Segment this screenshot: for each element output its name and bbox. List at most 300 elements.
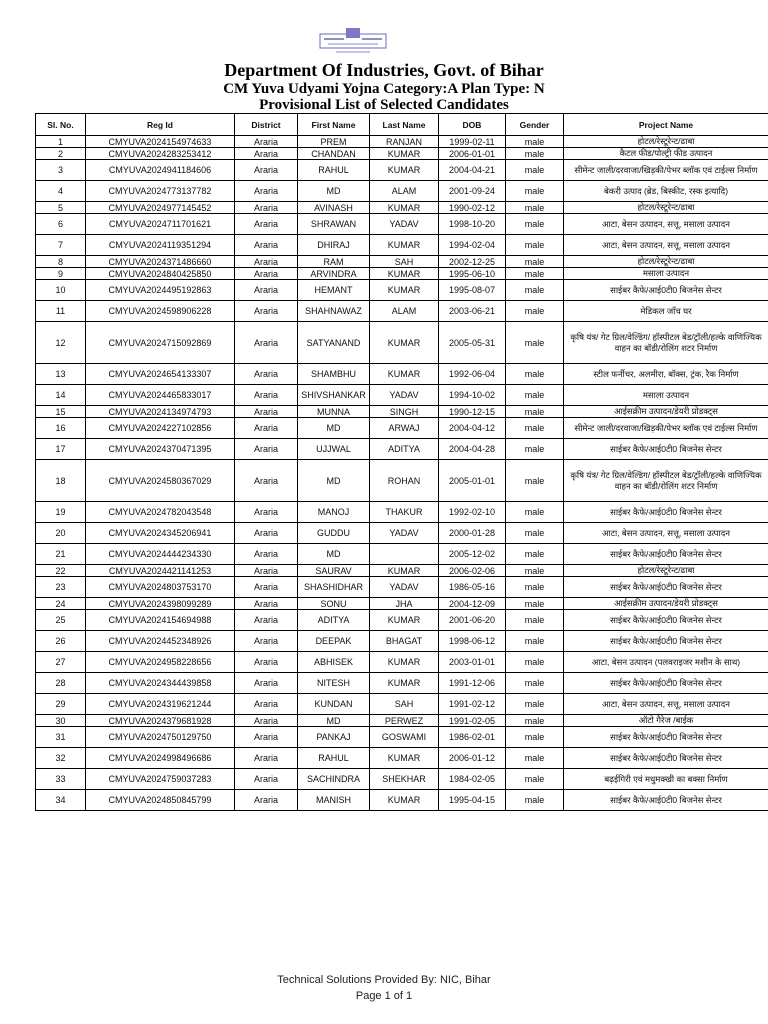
reg-id-cell: CMYUVA2024840425850 (86, 268, 235, 280)
last-name-cell: YADAV (370, 385, 439, 406)
sl-no-cell: 11 (36, 301, 86, 322)
footer-credit: Technical Solutions Provided By: NIC, Bihar (277, 974, 491, 986)
sl-no-cell: 5 (36, 202, 86, 214)
project-name-cell: कैटल फीड/पोल्ट्री फीड उत्पादन (564, 148, 768, 160)
project-name-cell: साईबर कैफे/आई0टी0 बिजनेस सेन्टर (564, 610, 768, 631)
reg-id-cell: CMYUVA2024958228656 (86, 652, 235, 673)
gender-cell: male (506, 148, 564, 160)
project-name-cell: बेकरी उत्पाद (ब्रेड, बिस्कीट, रस्क इत्यादि) (564, 181, 768, 202)
gender-cell: male (506, 502, 564, 523)
district-cell: Araria (235, 406, 298, 418)
project-name-cell: होटल/रेस्टूरेन्ट/ढाबा (564, 565, 768, 577)
table-row (36, 502, 768, 523)
project-name-cell: कृषि यंत्र/ गेट ग्रिल/वेल्डिंग/ हॉस्पीटल बेड/ट्रॉली/हल्के वाणिज्यिक वाहन का बॉडी/रोलिंग शटर निर्माण (564, 322, 768, 364)
last-name-cell: KUMAR (370, 565, 439, 577)
last-name-cell: ADITYA (370, 439, 439, 460)
project-name-cell: साईबर कैफे/आई0टी0 बिजनेस सेन्टर (564, 502, 768, 523)
table-row (36, 727, 768, 748)
gender-cell: male (506, 235, 564, 256)
first-name-cell: PANKAJ (298, 727, 370, 748)
dob-cell: 1991-02-12 (439, 694, 506, 715)
reg-id-cell: CMYUVA2024227102856 (86, 418, 235, 439)
gender-cell: male (506, 280, 564, 301)
table-row (36, 715, 768, 727)
first-name-cell: ABHISEK (298, 652, 370, 673)
gender-cell: male (506, 715, 564, 727)
sl-no-cell: 14 (36, 385, 86, 406)
district-cell: Araria (235, 160, 298, 181)
project-name-cell: कृषि यंत्र/ गेट ग्रिल/वेल्डिंग/ हॉस्पीटल बेड/ट्रॉली/हल्के वाणिज्यिक वाहन का बॉडी/रोलिंग शटर निर्माण (564, 460, 768, 502)
sl-no-cell: 30 (36, 715, 86, 727)
dob-cell: 2005-12-02 (439, 544, 506, 565)
reg-id-cell: CMYUVA2024398099289 (86, 598, 235, 610)
sl-no-cell: 33 (36, 769, 86, 790)
department-logo (318, 26, 388, 56)
dob-cell: 2005-05-31 (439, 322, 506, 364)
first-name-cell: NITESH (298, 673, 370, 694)
gender-cell: male (506, 727, 564, 748)
table-row (36, 160, 768, 181)
gender-cell: male (506, 769, 564, 790)
last-name-cell: ARWAJ (370, 418, 439, 439)
last-name-cell: YADAV (370, 214, 439, 235)
last-name-cell: KUMAR (370, 790, 439, 811)
gender-cell: male (506, 790, 564, 811)
reg-id-cell: CMYUVA2024850845799 (86, 790, 235, 811)
last-name-cell: SHEKHAR (370, 769, 439, 790)
first-name-cell: SHAHNAWAZ (298, 301, 370, 322)
first-name-cell: SAURAV (298, 565, 370, 577)
reg-id-cell: CMYUVA2024283253412 (86, 148, 235, 160)
gender-cell: male (506, 523, 564, 544)
table-row (36, 136, 768, 148)
project-name-cell: साईबर कैफे/आई0टी0 बिजनेस सेन्टर (564, 280, 768, 301)
dob-cell: 1990-12-15 (439, 406, 506, 418)
project-name-cell: साईबर कैफे/आई0टी0 बिजनेस सेन्टर (564, 544, 768, 565)
gender-cell: male (506, 694, 564, 715)
last-name-cell: BHAGAT (370, 631, 439, 652)
first-name-cell: MD (298, 715, 370, 727)
col-dob-header: DOB (439, 114, 506, 136)
district-cell: Araria (235, 577, 298, 598)
project-name-cell: आटा, बेसन उत्पादन, सत्तू, मसाला उत्पादन (564, 235, 768, 256)
sl-no-cell: 21 (36, 544, 86, 565)
table-row (36, 418, 768, 439)
dob-cell: 1990-02-12 (439, 202, 506, 214)
first-name-cell: SHRAWAN (298, 214, 370, 235)
sl-no-cell: 18 (36, 460, 86, 502)
table-row (36, 631, 768, 652)
last-name-cell: YADAV (370, 577, 439, 598)
district-cell: Araria (235, 364, 298, 385)
district-cell: Araria (235, 610, 298, 631)
sl-no-cell: 13 (36, 364, 86, 385)
reg-id-cell: CMYUVA2024773137782 (86, 181, 235, 202)
last-name-cell: SAH (370, 694, 439, 715)
first-name-cell: PREM (298, 136, 370, 148)
project-name-cell: मसाला उत्पादन (564, 268, 768, 280)
district-cell: Araria (235, 727, 298, 748)
district-cell: Araria (235, 790, 298, 811)
sl-no-cell: 10 (36, 280, 86, 301)
first-name-cell: HEMANT (298, 280, 370, 301)
sl-no-cell: 12 (36, 322, 86, 364)
sl-no-cell: 7 (36, 235, 86, 256)
sl-no-cell: 6 (36, 214, 86, 235)
table-row (36, 577, 768, 598)
gender-cell: male (506, 202, 564, 214)
last-name-cell: KUMAR (370, 235, 439, 256)
gender-cell: male (506, 652, 564, 673)
col-reg-id-header: Reg Id (86, 114, 235, 136)
first-name-cell: MANOJ (298, 502, 370, 523)
project-name-cell: साईबर कैफे/आई0टी0 बिजनेस सेन्टर (564, 631, 768, 652)
dob-cell: 1991-12-06 (439, 673, 506, 694)
sl-no-cell: 23 (36, 577, 86, 598)
first-name-cell: SHAMBHU (298, 364, 370, 385)
reg-id-cell: CMYUVA2024580367029 (86, 460, 235, 502)
project-name-cell: आटा, बेसन उत्पादन, सत्तू, मसाला उत्पादन (564, 214, 768, 235)
project-name-cell: सीमेन्ट जाली/दरवाजा/खिड़की/पेभर ब्लॉक एवं टाईल्स निर्माण (564, 418, 768, 439)
reg-id-cell: CMYUVA2024495192863 (86, 280, 235, 301)
project-name-cell: होटल/रेस्टूरेन्ट/ढाबा (564, 136, 768, 148)
district-cell: Araria (235, 418, 298, 439)
sl-no-cell: 32 (36, 748, 86, 769)
district-cell: Araria (235, 652, 298, 673)
district-cell: Araria (235, 181, 298, 202)
table-row (36, 322, 768, 364)
district-cell: Araria (235, 268, 298, 280)
dob-cell: 1994-10-02 (439, 385, 506, 406)
sl-no-cell: 17 (36, 439, 86, 460)
district-cell: Araria (235, 148, 298, 160)
project-name-cell: साईबर कैफे/आई0टी0 बिजनेस सेन्टर (564, 673, 768, 694)
last-name-cell: ROHAN (370, 460, 439, 502)
last-name-cell: THAKUR (370, 502, 439, 523)
project-name-cell: आटा, बेसन उत्पादन (पलवराइजर मशीन के साथ) (564, 652, 768, 673)
gender-cell: male (506, 673, 564, 694)
first-name-cell: ARVINDRA (298, 268, 370, 280)
reg-id-cell: CMYUVA2024154974633 (86, 136, 235, 148)
reg-id-cell: CMYUVA2024715092869 (86, 322, 235, 364)
table-body (36, 136, 768, 811)
reg-id-cell: CMYUVA2024345206941 (86, 523, 235, 544)
district-cell: Araria (235, 631, 298, 652)
dob-cell: 2006-01-01 (439, 148, 506, 160)
page-number: Page 1 of 1 (355, 990, 413, 1002)
last-name-cell: KUMAR (370, 322, 439, 364)
dob-cell: 2003-01-01 (439, 652, 506, 673)
first-name-cell: MD (298, 460, 370, 502)
last-name-cell: JHA (370, 598, 439, 610)
project-name-cell: आटा, बेसन उत्पादन, सत्तू, मसाला उत्पादन (564, 523, 768, 544)
sl-no-cell: 31 (36, 727, 86, 748)
first-name-cell: SHASHIDHAR (298, 577, 370, 598)
first-name-cell: DHIRAJ (298, 235, 370, 256)
gender-cell: male (506, 610, 564, 631)
gender-cell: male (506, 385, 564, 406)
dob-cell: 2003-06-21 (439, 301, 506, 322)
gender-cell: male (506, 439, 564, 460)
dob-cell: 1984-02-05 (439, 769, 506, 790)
dob-cell: 2005-01-01 (439, 460, 506, 502)
reg-id-cell: CMYUVA2024344439858 (86, 673, 235, 694)
reg-id-cell: CMYUVA2024379681928 (86, 715, 235, 727)
project-name-cell: बढ़ईगिरी एवं मधुमक्खी का बक्सा निर्माण (564, 769, 768, 790)
district-cell: Araria (235, 280, 298, 301)
gender-cell: male (506, 136, 564, 148)
last-name-cell: KUMAR (370, 610, 439, 631)
table-row (36, 256, 768, 268)
table-row (36, 790, 768, 811)
district-cell: Araria (235, 439, 298, 460)
first-name-cell: UJJWAL (298, 439, 370, 460)
first-name-cell: MD (298, 544, 370, 565)
project-name-cell: मेडिकल जाँच घर (564, 301, 768, 322)
reg-id-cell: CMYUVA2024119351294 (86, 235, 235, 256)
district-cell: Araria (235, 385, 298, 406)
gender-cell: male (506, 301, 564, 322)
reg-id-cell: CMYUVA2024370471395 (86, 439, 235, 460)
list-title: Provisional List of Selected Candidates (259, 97, 509, 113)
reg-id-cell: CMYUVA2024803753170 (86, 577, 235, 598)
project-name-cell: आईसक्रीम उत्पादन/डेयरी प्रोडक्ट्स (564, 406, 768, 418)
sl-no-cell: 24 (36, 598, 86, 610)
dob-cell: 1992-02-10 (439, 502, 506, 523)
dob-cell: 1991-02-05 (439, 715, 506, 727)
table-row (36, 523, 768, 544)
department-title: Department Of Industries, Govt. of Bihar (224, 60, 544, 80)
table-row (36, 694, 768, 715)
district-cell: Araria (235, 202, 298, 214)
col-first-name-header: First Name (298, 114, 370, 136)
dob-cell: 2006-02-06 (439, 565, 506, 577)
col-district-header: District (235, 114, 298, 136)
last-name-cell: SAH (370, 256, 439, 268)
dob-cell: 1992-06-04 (439, 364, 506, 385)
last-name-cell: KUMAR (370, 148, 439, 160)
dob-cell: 1998-06-12 (439, 631, 506, 652)
sl-no-cell: 27 (36, 652, 86, 673)
district-cell: Araria (235, 322, 298, 364)
dob-cell: 1999-02-11 (439, 136, 506, 148)
last-name-cell: PERWEZ (370, 715, 439, 727)
dob-cell: 1995-04-15 (439, 790, 506, 811)
project-name-cell: साईबर कैफे/आई0टी0 बिजनेस सेन्टर (564, 748, 768, 769)
district-cell: Araria (235, 598, 298, 610)
project-name-cell: स्टील फर्नीचर, अलमीरा, बॉक्स, ट्रंक, रैक निर्माण (564, 364, 768, 385)
dob-cell: 2000-01-28 (439, 523, 506, 544)
reg-id-cell: CMYUVA2024444234330 (86, 544, 235, 565)
table-header-row (36, 114, 768, 136)
gender-cell: male (506, 406, 564, 418)
sl-no-cell: 16 (36, 418, 86, 439)
last-name-cell: KUMAR (370, 364, 439, 385)
last-name-cell (370, 544, 439, 565)
district-cell: Araria (235, 460, 298, 502)
reg-id-cell: CMYUVA2024654133307 (86, 364, 235, 385)
reg-id-cell: CMYUVA2024319621244 (86, 694, 235, 715)
first-name-cell: MANISH (298, 790, 370, 811)
last-name-cell: ALAM (370, 301, 439, 322)
sl-no-cell: 20 (36, 523, 86, 544)
gender-cell: male (506, 748, 564, 769)
table-row (36, 544, 768, 565)
gender-cell: male (506, 418, 564, 439)
first-name-cell: KUNDAN (298, 694, 370, 715)
district-cell: Araria (235, 214, 298, 235)
last-name-cell: KUMAR (370, 202, 439, 214)
district-cell: Araria (235, 715, 298, 727)
district-cell: Araria (235, 748, 298, 769)
dob-cell: 2002-12-25 (439, 256, 506, 268)
district-cell: Araria (235, 523, 298, 544)
last-name-cell: KUMAR (370, 268, 439, 280)
table-row (36, 769, 768, 790)
gender-cell: male (506, 577, 564, 598)
col-project-name-header: Project Name (564, 114, 768, 136)
first-name-cell: RAHUL (298, 160, 370, 181)
sl-no-cell: 26 (36, 631, 86, 652)
project-name-cell: साईबर कैफे/आई0टी0 बिजनेस सेन्टर (564, 790, 768, 811)
first-name-cell: AVINASH (298, 202, 370, 214)
last-name-cell: GOSWAMI (370, 727, 439, 748)
district-cell: Araria (235, 565, 298, 577)
district-cell: Araria (235, 769, 298, 790)
col-sl-no-header: Sl. No. (36, 114, 86, 136)
table-row (36, 565, 768, 577)
reg-id-cell: CMYUVA2024941184606 (86, 160, 235, 181)
gender-cell: male (506, 214, 564, 235)
table-row (36, 748, 768, 769)
last-name-cell: YADAV (370, 523, 439, 544)
dob-cell: 2001-06-20 (439, 610, 506, 631)
project-name-cell: साईबर कैफे/आई0टी0 बिजनेस सेन्टर (564, 577, 768, 598)
dob-cell: 2001-09-24 (439, 181, 506, 202)
reg-id-cell: CMYUVA2024782043548 (86, 502, 235, 523)
first-name-cell: MUNNA (298, 406, 370, 418)
scheme-subtitle: CM Yuva Udyami Yojna Category:A Plan Type: N (223, 81, 545, 97)
table-row (36, 214, 768, 235)
last-name-cell: KUMAR (370, 673, 439, 694)
table-row (36, 202, 768, 214)
reg-id-cell: CMYUVA2024134974793 (86, 406, 235, 418)
dob-cell: 1998-10-20 (439, 214, 506, 235)
gender-cell: male (506, 268, 564, 280)
sl-no-cell: 34 (36, 790, 86, 811)
first-name-cell: MD (298, 181, 370, 202)
last-name-cell: ALAM (370, 181, 439, 202)
first-name-cell: CHANDAN (298, 148, 370, 160)
reg-id-cell: CMYUVA2024371486660 (86, 256, 235, 268)
gender-cell: male (506, 364, 564, 385)
dob-cell: 2006-01-12 (439, 748, 506, 769)
table-row (36, 385, 768, 406)
district-cell: Araria (235, 301, 298, 322)
table-row (36, 268, 768, 280)
first-name-cell: GUDDU (298, 523, 370, 544)
first-name-cell: RAHUL (298, 748, 370, 769)
project-name-cell: सीमेन्ट जाली/दरवाजा/खिड़की/पेभर ब्लॉक एवं टाईल्स निर्माण (564, 160, 768, 181)
last-name-cell: SINGH (370, 406, 439, 418)
project-name-cell: साईबर कैफे/आई0टी0 बिजनेस सेन्टर (564, 439, 768, 460)
reg-id-cell: CMYUVA2024154694988 (86, 610, 235, 631)
dob-cell: 1995-08-07 (439, 280, 506, 301)
dob-cell: 1995-06-10 (439, 268, 506, 280)
project-name-cell: होटल/रेस्टूरेन्ट/ढाबा (564, 256, 768, 268)
table-row (36, 235, 768, 256)
dob-cell: 1986-05-16 (439, 577, 506, 598)
sl-no-cell: 19 (36, 502, 86, 523)
gender-cell: male (506, 460, 564, 502)
gender-cell: male (506, 631, 564, 652)
last-name-cell: KUMAR (370, 280, 439, 301)
project-name-cell: ऑटो गैरेज /बाईक (564, 715, 768, 727)
first-name-cell: DEEPAK (298, 631, 370, 652)
sl-no-cell: 3 (36, 160, 86, 181)
project-name-cell: होटल/रेस्टूरेन्ट/ढाबा (564, 202, 768, 214)
dob-cell: 2004-04-12 (439, 418, 506, 439)
district-cell: Araria (235, 544, 298, 565)
reg-id-cell: CMYUVA2024711701621 (86, 214, 235, 235)
reg-id-cell: CMYUVA2024750129750 (86, 727, 235, 748)
table-row (36, 301, 768, 322)
dob-cell: 1994-02-04 (439, 235, 506, 256)
last-name-cell: RANJAN (370, 136, 439, 148)
sl-no-cell: 25 (36, 610, 86, 631)
table-row (36, 364, 768, 385)
first-name-cell: SONU (298, 598, 370, 610)
reg-id-cell: CMYUVA2024998496686 (86, 748, 235, 769)
sl-no-cell: 4 (36, 181, 86, 202)
gender-cell: male (506, 322, 564, 364)
sl-no-cell: 22 (36, 565, 86, 577)
gender-cell: male (506, 160, 564, 181)
col-gender-header: Gender (506, 114, 564, 136)
project-name-cell: मसाला उत्पादन (564, 385, 768, 406)
district-cell: Araria (235, 256, 298, 268)
first-name-cell: MD (298, 418, 370, 439)
sl-no-cell: 9 (36, 268, 86, 280)
first-name-cell: RAM (298, 256, 370, 268)
last-name-cell: KUMAR (370, 652, 439, 673)
table-row (36, 280, 768, 301)
dob-cell: 2004-12-09 (439, 598, 506, 610)
dob-cell: 2004-04-28 (439, 439, 506, 460)
sl-no-cell: 8 (36, 256, 86, 268)
table-row (36, 439, 768, 460)
gender-cell: male (506, 181, 564, 202)
col-last-name-header: Last Name (370, 114, 439, 136)
sl-no-cell: 2 (36, 148, 86, 160)
last-name-cell: KUMAR (370, 748, 439, 769)
dob-cell: 2004-04-21 (439, 160, 506, 181)
sl-no-cell: 1 (36, 136, 86, 148)
district-cell: Araria (235, 235, 298, 256)
table-row (36, 148, 768, 160)
gender-cell: male (506, 598, 564, 610)
table-row (36, 610, 768, 631)
project-name-cell: आईसक्रीम उत्पादन/डेयरी प्रोडक्ट्स (564, 598, 768, 610)
project-name-cell: साईबर कैफे/आई0टी0 बिजनेस सेन्टर (564, 727, 768, 748)
district-cell: Araria (235, 694, 298, 715)
first-name-cell: SATYANAND (298, 322, 370, 364)
table-row (36, 598, 768, 610)
first-name-cell: ADITYA (298, 610, 370, 631)
gender-cell: male (506, 544, 564, 565)
project-name-cell: आटा, बेसन उत्पादन, सत्तू, मसाला उत्पादन (564, 694, 768, 715)
table-row (36, 673, 768, 694)
